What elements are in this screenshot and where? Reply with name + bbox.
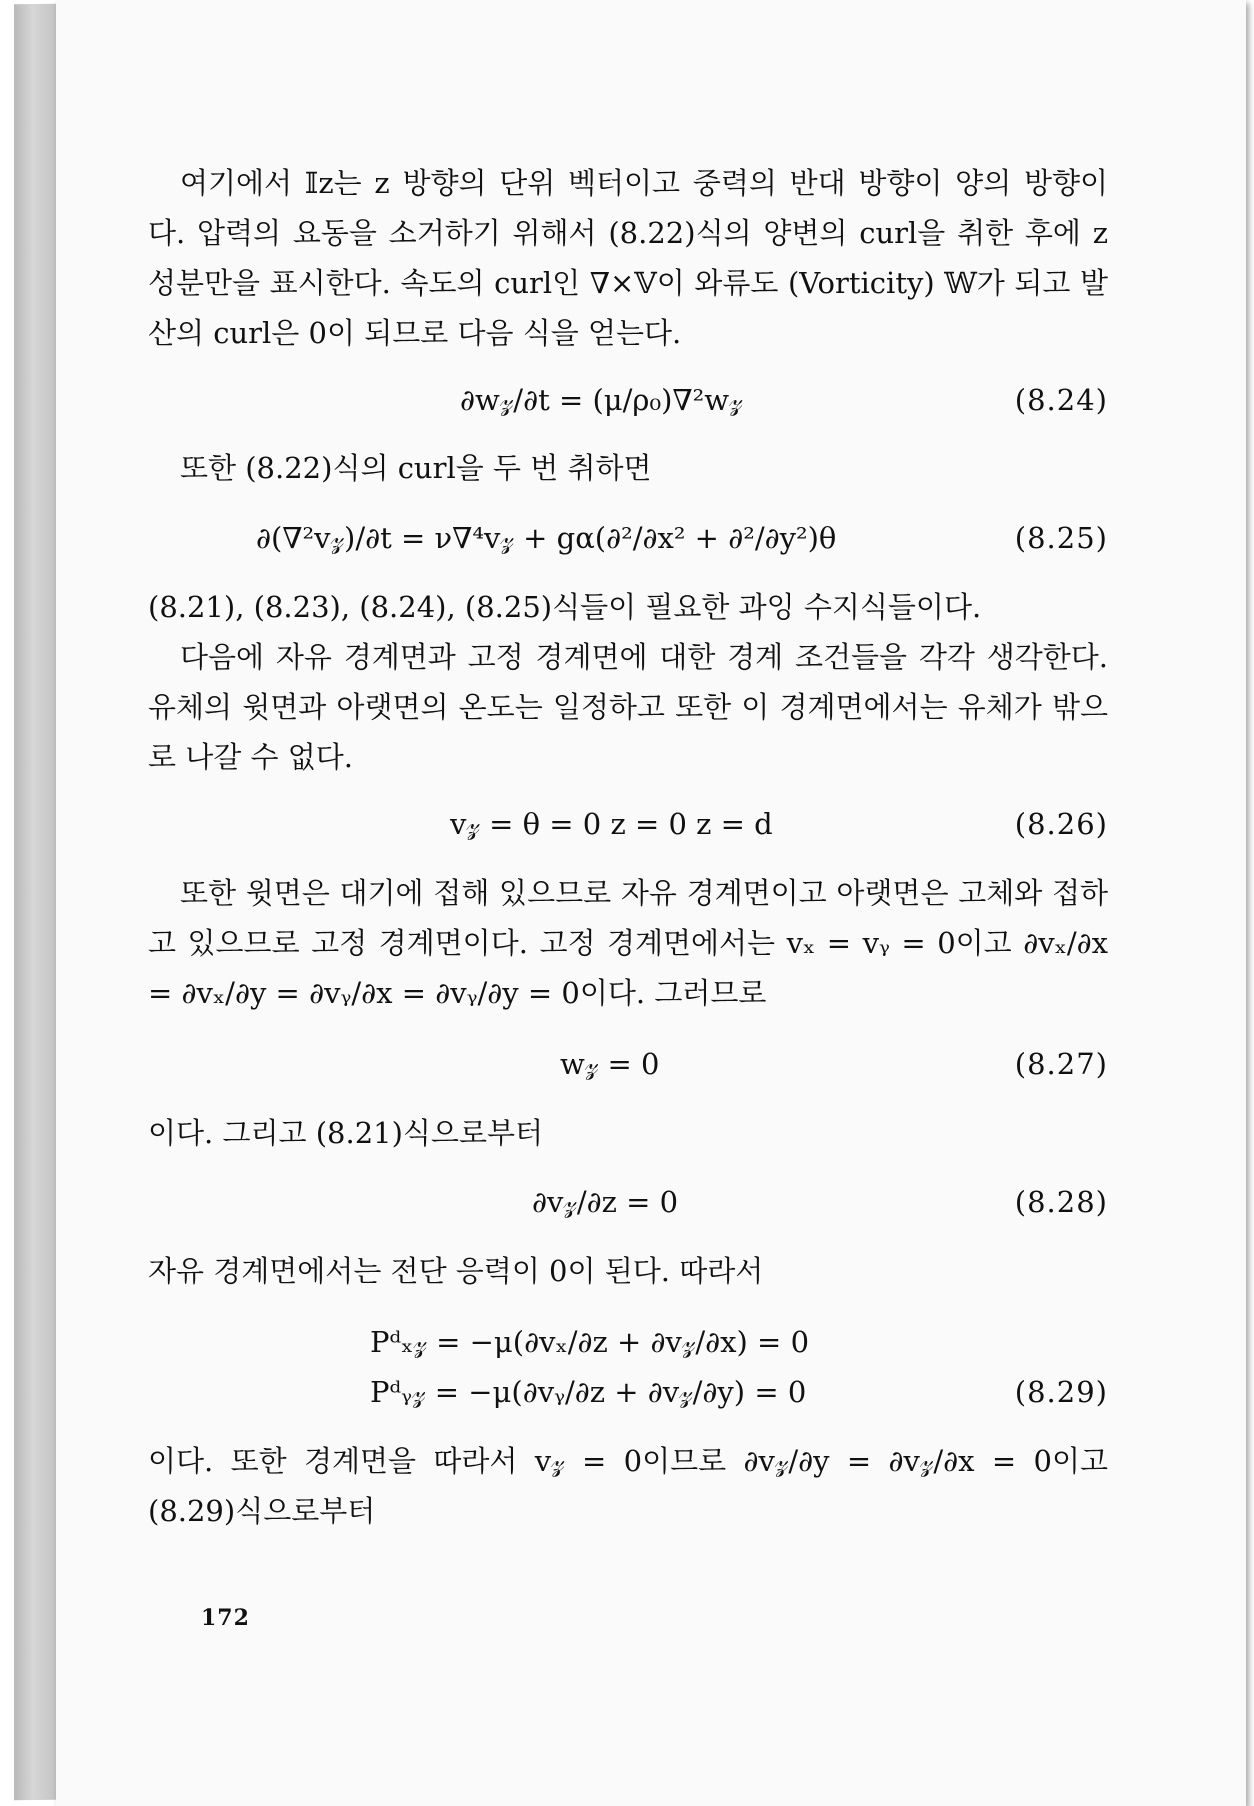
page-number: 172 [201,1605,250,1631]
paragraph-curl-twice [148,443,1108,493]
paragraph-boundary-conditions [148,632,1108,782]
equation-expression: v𝓏 = θ = 0 z = 0 z = d [450,807,773,841]
equation-expression: Pᵈₓ𝓏 = −μ(∂vₓ/∂z + ∂v𝓏/∂x) = 0 [370,1325,810,1359]
paragraph-text: 여기에서 𝕀z는 z 방향의 단위 벡터이고 중력의 반대 방향이 양의 방향이다. 압력의 요동을 소거하기 위해서 (8.22)식의 양변의 curl을 취한 후에 z성분만을 표시한다. 속도의 curl인 ∇×𝕍이 와류도 (Vorticity) 𝕎가 되고 발산의 curl은 0이 되므로 다음 식을 얻는다. [148,166,1108,350]
book-spine-edge [14,4,56,1800]
paragraph-text: 또한 윗면은 대기에 접해 있으므로 자유 경계면이고 아랫면은 고체와 접하고 있으므로 고정 경계면이다. 고정 경계면에서는 vₓ = vᵧ = 0이고 ∂vₓ/∂x = ∂vₓ/∂y = ∂vᵧ/∂x = ∂vᵧ/∂y = 0이다. 그러므로 [148,876,1108,1010]
equation-number: (8.27) [1014,1047,1108,1081]
equation-8-27 [148,1040,1108,1088]
equation-expression: ∂w𝓏/∂t = (μ/ρ₀)∇²w𝓏 [460,383,743,417]
paragraph-text: 다음에 자유 경계면과 고정 경계면에 대한 경계 조건들을 각각 생각한다. 유체의 윗면과 아랫면의 온도는 일정하고 또한 이 경계면에서는 유체가 밖으로 나갈 수 없다. [148,640,1108,774]
paragraph-from-8-21 [148,1108,1108,1158]
paragraph-equation-list [148,582,1108,632]
paragraph-text: (8.21), (8.23), (8.24), (8.25)식들이 필요한 과잉 수지식들이다. [148,590,982,624]
equation-number: (8.28) [1014,1185,1108,1219]
equation-8-29-line-2 [148,1368,1108,1416]
equation-number: (8.29) [1014,1375,1108,1409]
paragraph-text: 이다. 그리고 (8.21)식으로부터 [148,1116,543,1150]
equation-8-25 [148,514,1108,562]
equation-8-24 [148,376,1108,424]
paragraph-shear-stress [148,1246,1108,1296]
equation-expression: w𝓏 = 0 [560,1047,660,1081]
equation-number: (8.26) [1014,807,1108,841]
paragraph-text: 자유 경계면에서는 전단 응력이 0이 된다. 따라서 [148,1254,764,1288]
equation-number: (8.25) [1014,521,1108,555]
paragraph-intro [148,158,1108,358]
equation-number: (8.24) [1014,383,1108,417]
equation-expression: Pᵈᵧ𝓏 = −μ(∂vᵧ/∂z + ∂v𝓏/∂y) = 0 [370,1375,807,1409]
paragraph-text: 또한 (8.22)식의 curl을 두 번 취하면 [180,451,652,485]
equation-expression: ∂v𝓏/∂z = 0 [532,1185,679,1219]
equation-8-28 [148,1178,1108,1226]
paragraph-text: 이다. 또한 경계면을 따라서 v𝓏 = 0이므로 ∂v𝓏/∂y = ∂v𝓏/∂x = 0이고 (8.29)식으로부터 [148,1444,1108,1528]
equation-8-26 [148,800,1108,848]
paragraph-fixed-boundary [148,868,1108,1018]
equation-8-29-line-1 [148,1318,1108,1366]
equation-expression: ∂(∇²v𝓏)/∂t = ν∇⁴v𝓏 + gα(∂²/∂x² + ∂²/∂y²)θ [256,521,837,555]
paragraph-along-boundary [148,1436,1108,1536]
